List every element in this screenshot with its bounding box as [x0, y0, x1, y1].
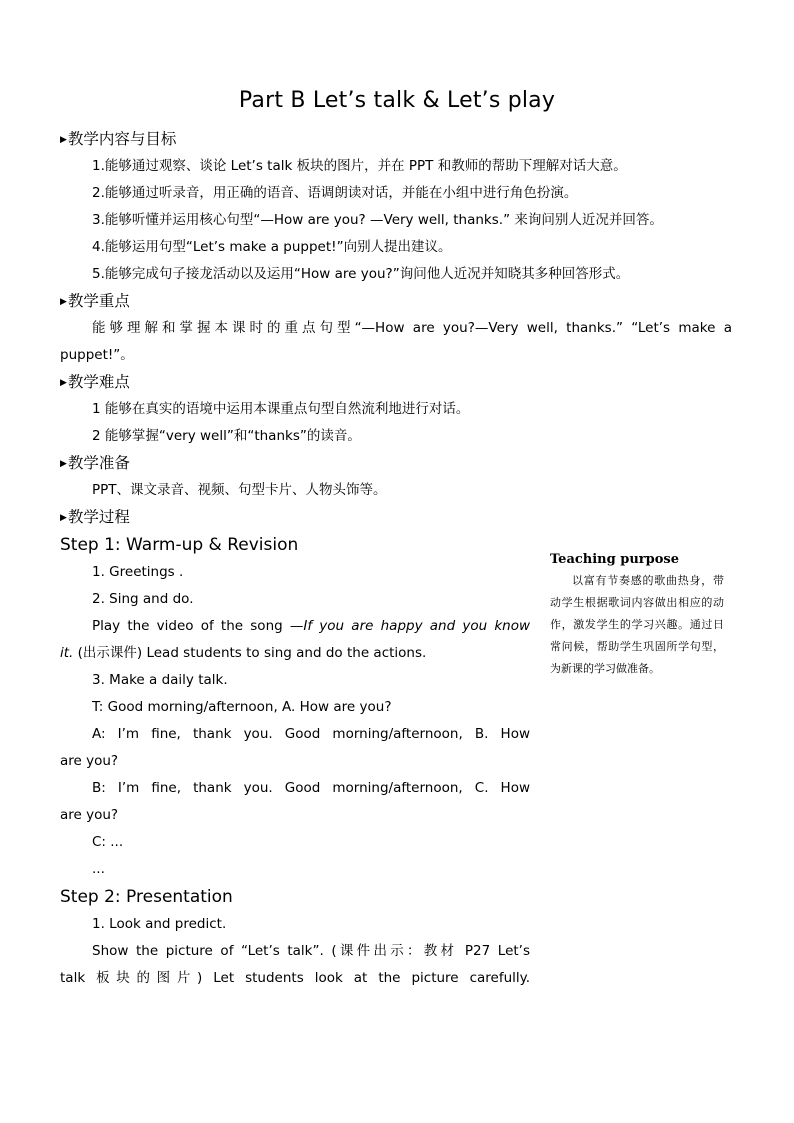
step2-heading: Step 2: Presentation	[60, 887, 233, 907]
section-heading-key-points: ▶教学重点	[60, 292, 130, 310]
step1-content	[60, 559, 530, 883]
bullet-arrow-icon: ▶	[60, 135, 67, 145]
song-title: If you are happy and you know	[303, 618, 530, 634]
goal-item: 2.能够通过听录音，用正确的语音、语调朗读对话，并能在小组中进行角色扮演。	[92, 185, 578, 201]
goal-item: 3.能够听懂并运用核心句型“—How are you? —Very well, thanks.” 来询问别人近况并回答。	[92, 212, 663, 228]
teaching-purpose-note	[550, 550, 724, 680]
teaching-purpose-body: 以富有节奏感的歌曲热身，带动学生根据歌词内容做出相应的动作，激发学生的学习兴趣。通过日常问候，帮助学生巩固所学句型，为新课的学习做准备。	[550, 574, 724, 675]
difficulty-item: 1 能够在真实的语境中运用本课重点句型自然流利地进行对话。	[92, 401, 470, 417]
section-heading-process: ▶教学过程	[60, 508, 130, 526]
step1-greetings: 1. Greetings .	[92, 564, 184, 580]
key-points-text-cont: puppet!”。	[60, 347, 134, 363]
section-heading-content-goals: ▶教学内容与目标	[60, 130, 177, 148]
dialogue-line-a-cont: are you?	[60, 753, 119, 769]
step1-heading: Step 1: Warm-up & Revision	[60, 535, 299, 555]
step1-daily-talk: 3. Make a daily talk.	[92, 672, 228, 688]
dialogue-line-b: B: I’m fine, thank you. Good morning/afternoon, C. How	[92, 780, 530, 796]
preparation-text: PPT、课文录音、视频、句型卡片、人物头饰等。	[92, 482, 387, 498]
step2-content	[60, 911, 530, 992]
dialogue-ellipsis: ...	[92, 861, 105, 877]
goal-item: 1.能够通过观察、谈论 Let’s talk 板块的图片，并在 PPT 和教师的帮助下理解对话大意。	[92, 158, 627, 174]
step1-video-line2: it. (出示课件) Lead students to sing and do the actions.	[60, 645, 427, 661]
bullet-arrow-icon: ▶	[60, 297, 67, 307]
difficulty-item: 2 能够掌握“very well”和“thanks”的读音。	[92, 428, 361, 444]
song-title-cont: it.	[60, 645, 74, 661]
dialogue-line-b-cont: are you?	[60, 807, 119, 823]
goal-item: 5.能够完成句子接龙活动以及运用“How are you?”询问他人近况并知晓其多种回答形式。	[92, 266, 630, 282]
step1-video-line1: Play the video of the song —If you are happy and you know	[92, 618, 530, 634]
step2-show-line2: talk 板块的图片) Let students look at the picture carefully.	[60, 970, 530, 986]
goal-item: 4.能够运用句型“Let’s make a puppet!”向别人提出建议。	[92, 239, 452, 255]
step2-show-line1: Show the picture of “Let’s talk”. (课件出示：教材 P27 Let’s	[92, 943, 530, 959]
key-points-text: 能够理解和掌握本课时的重点句型“—How are you?—Very well, thanks.” “Let’s make a	[92, 320, 732, 336]
bullet-arrow-icon: ▶	[60, 378, 67, 388]
bullet-arrow-icon: ▶	[60, 513, 67, 523]
page-title: Part B Let’s talk & Let’s play	[238, 88, 556, 113]
dialogue-line-t: T: Good morning/afternoon, A. How are you?	[92, 699, 392, 715]
teaching-purpose-title: Teaching purpose	[550, 552, 679, 567]
dialogue-line-a: A: I’m fine, thank you. Good morning/afternoon, B. How	[92, 726, 530, 742]
step1-sing: 2. Sing and do.	[92, 591, 194, 607]
bullet-arrow-icon: ▶	[60, 459, 67, 469]
section-heading-preparation: ▶教学准备	[60, 454, 130, 472]
dialogue-line-c: C: ...	[92, 834, 124, 850]
step2-look: 1. Look and predict.	[92, 916, 227, 932]
section-heading-difficulties: ▶教学难点	[60, 373, 130, 391]
